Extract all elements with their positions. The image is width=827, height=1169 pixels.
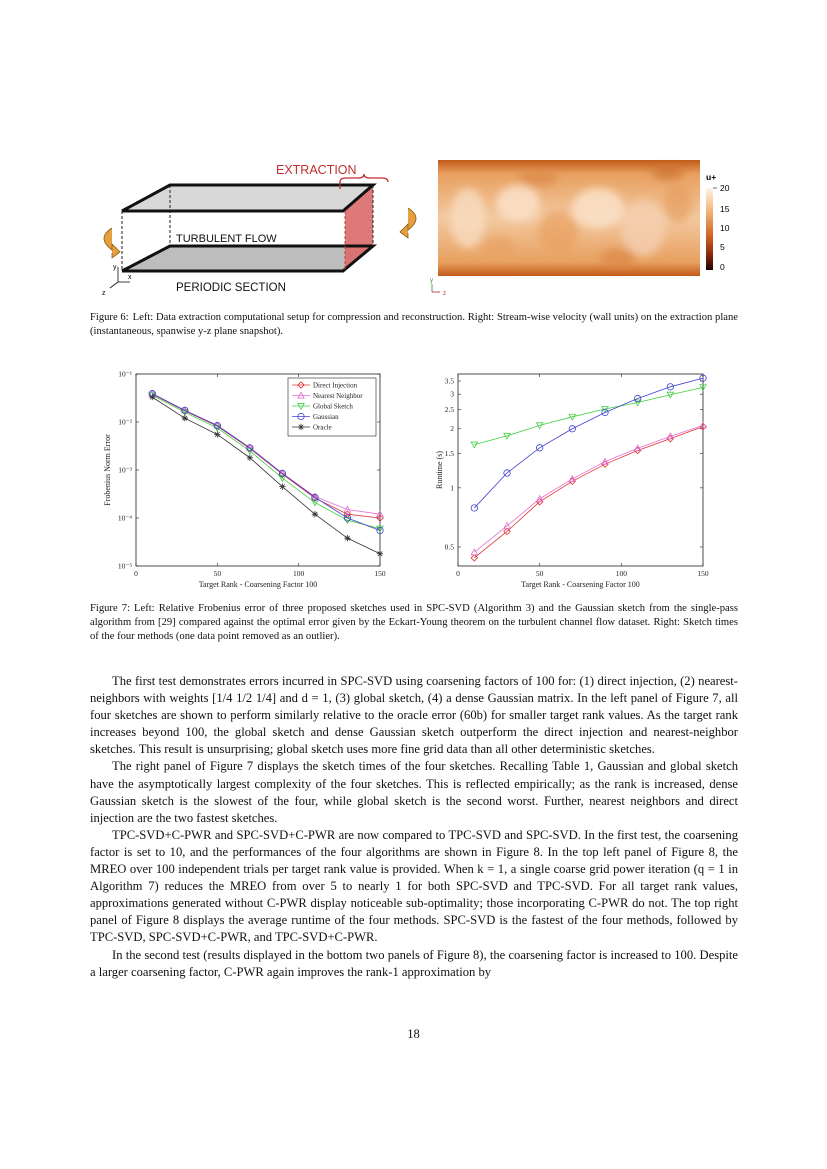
x-tick-label: 100 [293, 569, 305, 578]
top-face [122, 185, 373, 211]
paragraph: The first test demonstrates errors incurred in SPC-SVD using coarsening factors of 100 for: (1) direct injection, (2) nearest-neighbors with weights [1/4 1/2 1/4] and d = 1, (3) global sketch, (4) a dense Gaussian matrix. In the left panel of Figure 7, all four sketches are shown to perform similarly relative to the oracle error (60b) for smaller target rank values. As the target rank increases beyond 100, the global sketch and dense Gaussian sketch outperform the direct injection and nearest-neighbor sketches. This result is unsurprising; global sketch uses more fine grid data than all other deterministic sketches. [90, 674, 738, 757]
x-axis-label: Target Rank - Coarsening Factor 100 [198, 580, 318, 589]
mini-axis-y-label: y [430, 278, 433, 284]
y-tick-label: 2.5 [444, 405, 454, 415]
axis-x-label: x [128, 274, 132, 281]
section-label: PERIODIC SECTION [176, 282, 286, 294]
axis-z-label: z [102, 290, 106, 297]
colorbar-tick-label: 20 [720, 183, 730, 193]
legend-label: Direct Injection [313, 381, 358, 390]
x-tick-label: 150 [697, 569, 709, 578]
figure7-caption-text: Left: Relative Frobenius error of three proposed sketches used in SPC-SVD (Algorithm 3) and the Gaussian sketch from the single-pass algorithm from [29] compared against the optimal error given by the Eckart-Young theorem on the turbulent channel flow dataset. Right: Sketch times of the four methods (one data point removed as an outlier). [90, 603, 738, 642]
x-tick-label: 100 [615, 569, 627, 578]
mini-axis-z-label: z [443, 291, 446, 297]
figure6-caption [90, 311, 738, 339]
series-line [474, 378, 703, 508]
paragraph: The right panel of Figure 7 displays the sketch times of the four sketches. Recalling Table 1, Gaussian and global sketch have the asymptotically largest complexity of the four sketches. This is reflected empirically; as the rank is increased, dense Gaussian sketch is the slowest of the four, while global sketch is the second worst. Further, nearest neighbors and direct injection are the two fastest sketches. [90, 759, 738, 825]
figure6-caption-label: Figure 6: [90, 312, 129, 323]
data-point [344, 535, 350, 541]
periodic-arrow-left-icon [104, 228, 120, 258]
y-tick-label: 10⁻² [118, 417, 132, 427]
colorbar-tick-label: 10 [720, 223, 730, 233]
colorbar-tick-label: 15 [720, 204, 730, 214]
periodic-arrow-right-icon [400, 208, 416, 238]
y-tick-label: 3.5 [444, 376, 454, 386]
colorbar-title: u+ [706, 172, 717, 182]
x-tick-label: 0 [134, 569, 138, 578]
x-axis-label: Target Rank - Coarsening Factor 100 [521, 580, 640, 589]
extraction-label: EXTRACTION [276, 163, 357, 177]
axis-y-label: y [113, 264, 117, 271]
y-tick-label: 0.5 [444, 542, 454, 552]
y-tick-label: 3 [450, 389, 454, 399]
x-tick-label: 50 [535, 569, 544, 578]
data-point [214, 431, 220, 437]
colorbar [706, 188, 713, 270]
plot-frame [458, 374, 703, 566]
velocity-heatmap [428, 158, 748, 300]
x-tick-label: 0 [456, 569, 460, 578]
y-axis-label: Frobenius Norm Error [103, 434, 112, 506]
figure6-caption-text: Left: Data extraction computational setup for compression and reconstruction. Right: Stream-wise velocity (wall units) on the extraction plane (instantaneous, spanwise y-z plane snapshot). [90, 312, 738, 337]
legend-label: Gaussian [313, 413, 339, 421]
y-tick-label: 1.5 [444, 448, 454, 458]
data-point [471, 505, 477, 511]
colorbar-tick-label: 0 [720, 262, 725, 272]
data-point [247, 455, 253, 461]
channel-diagram [90, 158, 430, 300]
y-axis-label: Runtime (s) [435, 451, 444, 489]
data-point [377, 551, 383, 557]
y-tick-label: 10⁻⁴ [117, 513, 132, 523]
flow-label: TURBULENT FLOW [176, 233, 277, 245]
chart-runtime [436, 362, 726, 594]
paragraph: In the second test (results displayed in the bottom two panels of Figure 8), the coarsening factor is increased to 100. Despite a larger coarsening factor, C-PWR again improves the rank-1 approximation by [90, 947, 738, 979]
legend-label: Oracle [313, 423, 332, 432]
legend-label: Nearest Neighbor [313, 392, 363, 400]
x-tick-label: 150 [374, 569, 386, 578]
colorbar-tick-label: 5 [720, 242, 725, 252]
body-text [90, 673, 738, 981]
y-tick-label: 10⁻¹ [118, 369, 132, 379]
figure7-caption [90, 602, 738, 644]
figure7-caption-label: Figure 7: [90, 603, 131, 614]
legend-label: Global Sketch [313, 402, 353, 411]
y-tick-label: 10⁻⁵ [117, 561, 132, 571]
chart-frobenius-error [96, 362, 396, 594]
series-line [474, 427, 703, 558]
paragraph: TPC-SVD+C-PWR and SPC-SVD+C-PWR are now compared to TPC-SVD and SPC-SVD. In the first test, the coarsening factor is set to 10, and the performances of the four algorithms are shown in Figure 8. In the top left panel of Figure 8, the MREO over 100 independent trials per target rank value is provided. When k = 1, a single coarse grid power iteration (q = 1 in Algorithm 7) reduces the MREO from over 5 to nearly 1 for both SPC-SVD and TPC-SVD. For all target rank values, approximations generated without C-PWR display noticeable sub-optimality; those incorporating C-PWR do not. The top right panel of Figure 8 displays the average runtime of the four methods. SPC-SVD is the fastest of the four methods, followed by TPC-SVD, SPC-SVD+C-PWR, and TPC-SVD+C-PWR. [90, 827, 738, 945]
data-point [471, 442, 477, 448]
x-tick-label: 50 [213, 569, 222, 578]
axis-z-line [110, 282, 118, 288]
page-number: 18 [407, 1027, 420, 1041]
y-tick-label: 2 [450, 424, 454, 434]
y-tick-label: 10⁻³ [118, 465, 132, 475]
y-tick-label: 1 [450, 483, 454, 493]
data-point [182, 415, 188, 421]
